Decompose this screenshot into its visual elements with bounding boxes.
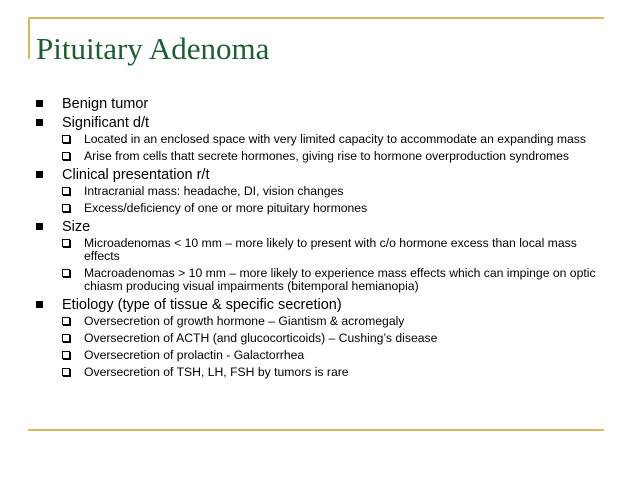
top-divider: [28, 17, 604, 19]
bullet-group: [0, 167, 638, 215]
checkbox-bullet-icon: [62, 368, 70, 376]
sub-bullet-item: Intracranial mass: headache, DI, vision changes: [0, 185, 604, 198]
sub-bullet-item: Oversecretion of prolactin - Galactorrhea: [0, 349, 604, 362]
bottom-divider: [28, 429, 604, 431]
square-bullet-icon: [36, 171, 43, 178]
bullet-item: Significant d/t: [0, 115, 638, 132]
checkbox-bullet-icon: [62, 152, 70, 160]
checkbox-bullet-icon: [62, 334, 70, 342]
checkbox-bullet-icon: [62, 135, 70, 143]
sub-bullet-item: Microadenomas < 10 mm – more likely to present with c/o hormone excess than local mass effects: [0, 237, 604, 263]
checkbox-bullet-icon: [62, 239, 70, 247]
sub-bullet-item: Arise from cells thatt secrete hormones, giving rise to hormone overproduction syndromes: [0, 150, 604, 163]
slide-title: Pituitary Adenoma: [36, 31, 270, 66]
bullet-list: [0, 96, 638, 383]
square-bullet-icon: [36, 119, 43, 126]
sub-bullet-item: Macroadenomas > 10 mm – more likely to experience mass effects which can impinge on optic chiasm producing visual impairments (bitemporal hemianopia): [0, 267, 604, 293]
bullet-group: [0, 219, 638, 293]
checkbox-bullet-icon: [62, 269, 70, 277]
bullet-item: Benign tumor: [0, 96, 638, 113]
square-bullet-icon: [36, 223, 43, 230]
checkbox-bullet-icon: [62, 187, 70, 195]
bullet-item: Clinical presentation r/t: [0, 167, 638, 184]
sub-bullet-item: Oversecretion of growth hormone – Giantism & acromegaly: [0, 315, 604, 328]
bullet-group: [0, 115, 638, 163]
bullet-group: [0, 96, 638, 113]
sub-bullet-item: Oversecretion of TSH, LH, FSH by tumors is rare: [0, 366, 604, 379]
sub-bullet-item: Excess/deficiency of one or more pituitary hormones: [0, 202, 604, 215]
bullet-item: Etiology (type of tissue & specific secretion): [0, 297, 638, 314]
square-bullet-icon: [36, 301, 43, 308]
checkbox-bullet-icon: [62, 351, 70, 359]
checkbox-bullet-icon: [62, 317, 70, 325]
bullet-group: [0, 297, 638, 379]
title-accent-line: [28, 17, 30, 59]
square-bullet-icon: [36, 100, 43, 107]
checkbox-bullet-icon: [62, 204, 70, 212]
sub-bullet-item: Located in an enclosed space with very limited capacity to accommodate an expanding mass: [0, 133, 604, 146]
sub-bullet-item: Oversecretion of ACTH (and glucocorticoids) – Cushing’s disease: [0, 332, 604, 345]
bullet-item: Size: [0, 219, 638, 236]
